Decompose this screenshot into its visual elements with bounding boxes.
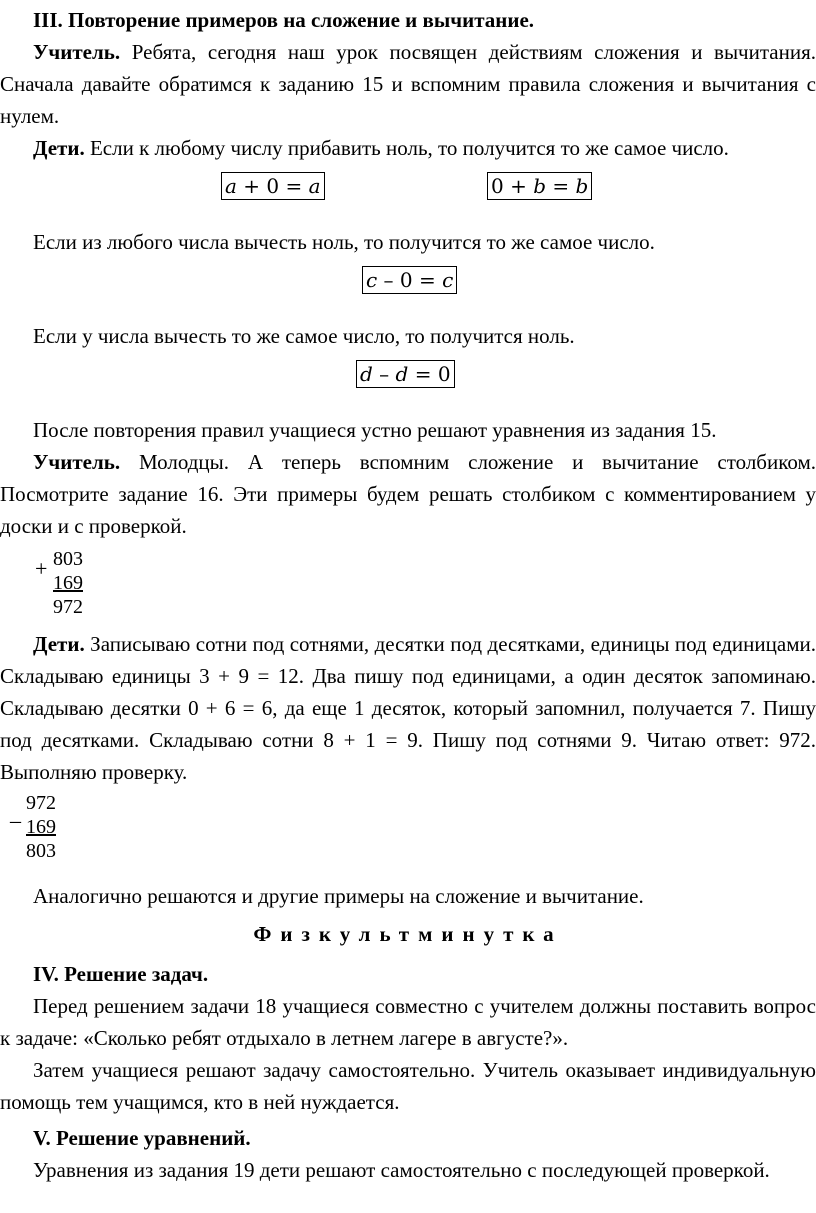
rule-subtract-zero: Если из любого числа вычесть ноль, то получится то же самое число. (33, 230, 655, 254)
rule-subtract-self: Если у числа вычесть то же самое число, то получится ноль. (33, 324, 575, 348)
teacher-speaker-label: Учитель. (33, 450, 121, 474)
break-title: Физкультминутка (253, 922, 563, 946)
equations-paragraph: Уравнения из задания 19 дети решают самостоятельно с последующей проверкой. (33, 1158, 770, 1182)
formula-sub-self: d – d = 0 (356, 360, 455, 388)
formula-row-add (0, 164, 816, 226)
formula-sub-zero: c – 0 = c (362, 266, 457, 294)
column-addition (0, 542, 816, 626)
formula-add-zero-right: a + 0 = a (221, 172, 325, 200)
similar-examples-paragraph: Аналогично решаются и другие примеры на сложение и вычитание. (33, 884, 644, 908)
kids-paragraph-2 (0, 628, 816, 788)
kids-speaker-label: Дети. (33, 632, 85, 656)
after-rules-paragraph: После повторения правил учащиеся устно решают уравнения из задания 15. (33, 418, 717, 442)
plus-sign: + (35, 556, 48, 581)
section-heading-5: V. Решение уравнений. (33, 1126, 251, 1150)
formula-row-sub-zero (0, 258, 816, 320)
minus-sign: _ (10, 800, 21, 825)
kids-speech: Записываю сотни под сотнями, десятки под десятками, единицы под единицами. Складываю единицы 3 + 9 = 12. Два пишу под единицами, а один десяток запоминаю. Складываю десятки 0 + 6 = 6, да еще 1 десяток, который запомнил, получается 7. Пишу под десятками. Складываю сотни 8 + 1 = 9. Пишу под сотнями 9. Читаю ответ: 972. Выполняю проверку. (0, 632, 816, 784)
teacher-speech: Молодцы. А теперь вспомним сложение и вычитание столбиком. Посмотрите задание 16. Эти примеры будем решать столбиком с комментированием у доски и с проверкой. (0, 450, 816, 538)
section-heading-3: III. Повторение примеров на сложение и вычитание. (33, 8, 535, 32)
kids-speaker-label: Дети. (33, 136, 85, 160)
task-paragraph-1: Перед решением задачи 18 учащиеся совместно с учителем должны поставить вопрос к задаче: «Сколько ребят отдыхало в летнем лагере в августе?». (0, 994, 816, 1050)
task-paragraph-2: Затем учащиеся решают задачу самостоятельно. Учитель оказывает индивидуальную помощь тем учащимся, кто в ней нуждается. (0, 1058, 816, 1114)
teacher-paragraph-2 (0, 446, 816, 542)
minuend: 972 (26, 792, 56, 814)
formula-row-sub-self (0, 352, 816, 414)
sum-result: 972 (53, 596, 83, 618)
section-heading-4: IV. Решение задач. (33, 962, 209, 986)
addend-bottom: 169 (53, 572, 83, 594)
teacher-speaker-label: Учитель. (33, 40, 121, 64)
addend-top: 803 (53, 548, 83, 570)
teacher-speech: Ребята, сегодня наш урок посвящен действиям сложения и вычитания. Сначала давайте обратимся к заданию 15 и вспомним правила сложения и вычитания с нулем. (0, 40, 816, 128)
document-page (0, 4, 816, 1186)
kids-paragraph-1 (0, 132, 816, 164)
kids-speech: Если к любому числу прибавить ноль, то получится то же самое число. (84, 136, 729, 160)
column-subtraction (0, 788, 816, 880)
difference-result: 803 (26, 840, 56, 862)
teacher-paragraph-1 (0, 36, 816, 132)
formula-add-zero-left: 0 + b = b (487, 172, 592, 200)
subtrahend: 169 (26, 816, 56, 838)
